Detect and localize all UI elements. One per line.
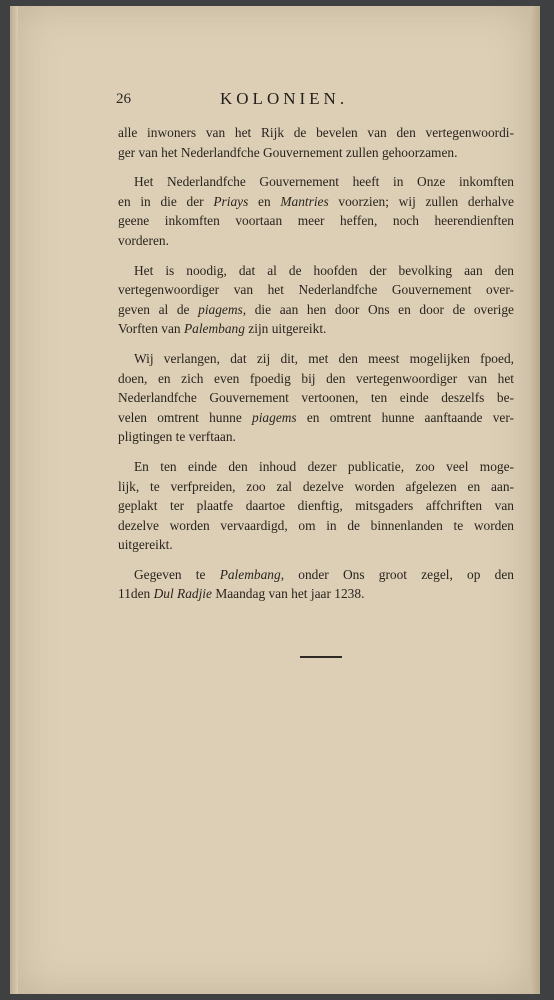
paragraph <box>118 261 514 339</box>
text-line: Vorften van Palembang zijn uitgereikt. <box>118 321 327 337</box>
section-title: KOLONIEN. <box>220 89 349 108</box>
text-line: dezelve worden vervaardigd, om in de binnenlanden te worden <box>118 517 514 533</box>
text-line: vorderen. <box>118 232 169 248</box>
text-line: En ten einde den inhoud dezer publicatie, zoo veel moge- <box>134 458 514 474</box>
end-rule <box>300 656 342 658</box>
text-line: vertegenwoordiger van het Nederlandfche Gouvernement over- <box>118 282 514 298</box>
running-head <box>102 89 502 113</box>
text-line: 11den Dul Radjie Maandag van het jaar 1238. <box>118 586 365 602</box>
book-edge-left <box>10 6 18 994</box>
paragraph <box>118 565 514 604</box>
body-text <box>118 123 514 614</box>
paragraph <box>118 457 514 555</box>
text-line: Gegeven te Palembang, onder Ons groot zegel, op den <box>134 566 514 582</box>
text-line: ger van het Nederlandfche Gouvernement zullen gehoorzamen. <box>118 144 458 160</box>
paragraph <box>118 172 514 250</box>
text-line: lijk, te verfpreiden, zoo zal dezelve worden afgelezen en aan- <box>118 478 514 494</box>
text-line: Nederlandfche Gouvernement vertoonen, ten einde deszelfs be- <box>118 390 514 406</box>
text-line: pligtingen te verftaan. <box>118 429 236 445</box>
text-line: alle inwoners van het Rijk de bevelen van den vertegenwoordi- <box>118 125 514 140</box>
text-line: doen, en zich even fpoedig bij den vertegenwoordiger van het <box>118 370 514 386</box>
text-line: velen omtrent hunne piagems en omtrent hunne aanftaande ver- <box>118 409 514 425</box>
text-line: geene inkomften voortaan meer heffen, noch heerendienften <box>118 213 514 229</box>
text-line: geven al de piagems, die aan hen door Ons en door de overige <box>118 301 514 317</box>
book-edge-right <box>530 6 540 994</box>
text-line: Het Nederlandfche Gouvernement heeft in Onze inkomften <box>134 174 514 190</box>
page-number: 26 <box>116 91 131 107</box>
text-line: geplakt ter plaatfe daartoe dienftig, mitsgaders affchriften van <box>118 498 514 514</box>
paragraph <box>118 349 514 447</box>
text-line: en in die der Priays en Mantries voorzien; wij zullen derhalve <box>118 193 514 209</box>
text-line: Het is noodig, dat al de hoofden der bevolking aan den <box>134 262 514 278</box>
paragraph <box>118 123 514 162</box>
text-line: uitgereikt. <box>118 537 173 553</box>
text-line: Wij verlangen, dat zij dit, met den meest mogelijken fpoed, <box>134 350 514 366</box>
